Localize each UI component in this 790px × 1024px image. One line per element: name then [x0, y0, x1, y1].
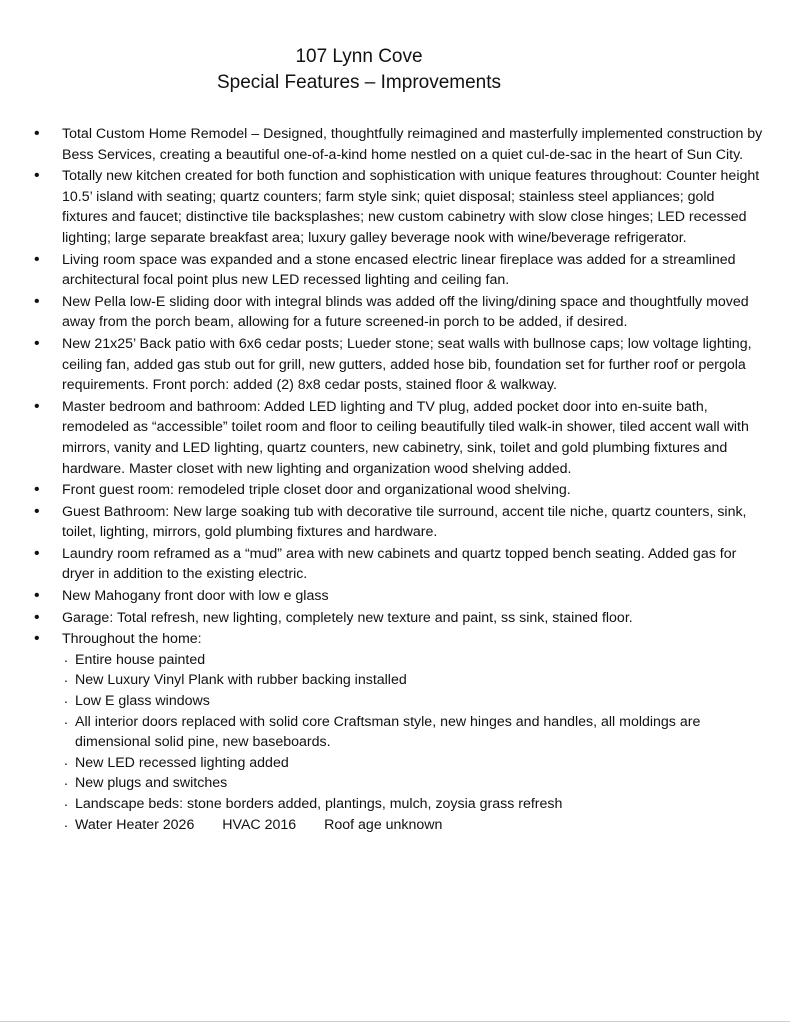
throughout-item: . Landscape beds: stone borders added, plantings, mulch, zoysia grass refresh — [64, 794, 764, 815]
feature-item-throughout — [34, 629, 764, 835]
bottom-divider — [0, 1021, 790, 1022]
feature-list — [34, 124, 764, 836]
throughout-item-last — [64, 815, 764, 836]
roof-note: Roof age unknown — [324, 816, 443, 833]
feature-item: • Guest Bathroom: New large soaking tub with decorative tile surround, accent tile niche, quartz counters, sink, toilet, lighting, mirrors, gold plumbing fixtures and hardware. — [34, 502, 764, 543]
feature-item: • Master bedroom and bathroom: Added LED lighting and TV plug, added pocket door into en-suite bath, remodeled as “accessible” toilet room and floor to ceiling beautifully tiled walk-in shower, tiled accent wall with mirrors, vanity and LED lighting, quartz counters, new cabinetry, sink, toilet and gold plumbing fixtures and hardware. Master closet with new lighting and organization wood shelving added. — [34, 397, 764, 479]
feature-item: • Total Custom Home Remodel – Designed, thoughtfully reimagined and masterfully implemented construction by Bess Services, creating a beautiful one-of-a-kind home nestled on a quiet cul-de-sac in the heart of Sun City. — [34, 124, 764, 165]
water-heater-note: Water Heater 2026 — [75, 816, 195, 833]
hvac-note: HVAC 2016 — [222, 816, 297, 833]
feature-item: • Totally new kitchen created for both function and sophistication with unique features throughout: Counter height 10.5’ island with seating; quartz counters; farm style sink; quiet disposal; stainless steel appliances; gold fixtures and faucet; distinctive tile backsplashes; new custom cabinetry with slow close hinges; LED recessed lighting; large separate breakfast area; luxury galley beverage nook with wine/beverage refrigerator. — [34, 166, 764, 248]
feature-item: • New 21x25’ Back patio with 6x6 cedar posts; Lueder stone; seat walls with bullnose caps; low voltage lighting, ceiling fan, added gas stub out for grill, new gutters, added hose bib, foundation set for further roof or pergola requirements. Front porch: added (2) 8x8 cedar posts, stained floor & walkway. — [34, 334, 764, 396]
throughout-heading: Throughout the home: — [62, 631, 202, 648]
throughout-item: . New Luxury Vinyl Plank with rubber backing installed — [64, 670, 764, 691]
throughout-item: . Entire house painted — [64, 650, 764, 671]
throughout-item: . New LED recessed lighting added — [64, 753, 764, 774]
feature-item: • Garage: Total refresh, new lighting, completely new texture and paint, ss sink, stained floor. — [34, 608, 764, 629]
feature-item: • New Pella low-E sliding door with integral blinds was added off the living/dining space and thoughtfully moved away from the porch beam, allowing for a future screened-in porch to be added, if desired. — [34, 292, 764, 333]
throughout-item: . Low E glass windows — [64, 691, 764, 712]
throughout-item: . New plugs and switches — [64, 773, 764, 794]
document-subtitle: Special Features – Improvements — [216, 72, 502, 93]
feature-item: • New Mahogany front door with low e glass — [34, 586, 764, 607]
throughout-list — [62, 650, 764, 835]
document-title — [0, 44, 718, 96]
throughout-item: . All interior doors replaced with solid core Craftsman style, new hinges and handles, all moldings are dimensional solid pine, new baseboards. — [64, 712, 764, 753]
feature-item: • Front guest room: remodeled triple closet door and organizational wood shelving. — [34, 480, 764, 501]
feature-item: • Laundry room reframed as a “mud” area with new cabinets and quartz topped bench seating. Added gas for dryer in addition to the existing electric. — [34, 544, 764, 585]
property-address: 107 Lynn Cove — [295, 46, 423, 67]
feature-item: • Living room space was expanded and a stone encased electric linear fireplace was added for a streamlined architectural focal point plus new LED recessed lighting and ceiling fan. — [34, 250, 764, 291]
